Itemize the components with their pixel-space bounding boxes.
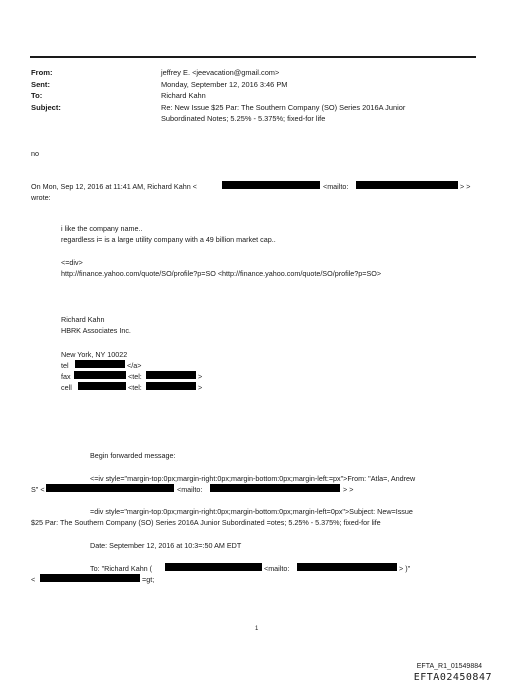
forwarded-begin: Begin forwarded message: [90,451,176,460]
to-value: Richard Kahn [161,91,206,100]
quoted-line-regardless: regardless i= is a large utility company with a 49 billion market cap.. [61,235,276,244]
redaction-bar [75,360,125,368]
quote-intro: On Mon, Sep 12, 2016 at 11:41 AM, Richard Kahn < [31,182,197,191]
redaction-bar [297,563,397,571]
bates-number-small: EFTA_R1_01549884 [416,663,482,670]
reply-text: no [31,149,39,158]
redaction-bar [40,574,140,582]
signature-company: HBRK Associates Inc. [61,326,131,335]
redaction-bar [78,382,126,390]
quote-mailto: <mailto: [323,182,349,191]
subject-line-1: Re: New Issue $25 Par: The Southern Company (SO) Series 2016A Junior [161,103,406,112]
redaction-bar [146,371,196,379]
quoted-line-company: i like the company name.. [61,224,143,233]
redaction-bar [146,382,196,390]
forwarded-div2-line1: =div style="margin-top:0px;margin-right:0px;margin-bottom:0px;margin-left=0px">Subject: New=Issue [90,507,413,516]
redaction-bar [165,563,262,571]
subject-line-2: Subordinated Notes; 5.25% - 5.375%; fixed-for life [161,114,326,123]
forwarded-to-prefix: To: "Richard Kahn ( [90,564,153,573]
signature-cell-label: cell [61,383,72,392]
forwarded-to-close: > )" [399,564,411,573]
forwarded-div1-prefix: S" < [31,485,45,494]
forwarded-date: Date: September 12, 2016 at 10:3=:50 AM EDT [90,541,242,550]
subject-label: Subject: [31,103,61,112]
sent-value: Monday, September 12, 2016 3:46 PM [161,80,288,89]
page-number: 1 [255,626,259,632]
header-divider [30,56,476,58]
redaction-bar [46,484,174,492]
signature-fax-close: > [198,372,203,381]
forwarded-div1-line1: <=iv style="margin-top:0px;margin-right:0px;margin-bottom:0px;margin-left:=px">From: "Atla=, Andrew [90,474,416,483]
redaction-bar [356,181,458,189]
signature-fax-tel: <tel: [128,372,142,381]
redaction-bar [210,484,340,492]
from-value: jeffrey E. <jeevacation@gmail.com> [161,68,280,77]
signature-tel-tail: </a> [127,361,142,370]
signature-cell-tel: <tel: [128,383,142,392]
signature-cell-close: > [198,383,203,392]
quote-wrote: wrote: [31,193,51,202]
signature-city: New York, NY 10022 [61,350,128,359]
forwarded-div2-line2: $25 Par: The Southern Company (SO) Series 2016A Junior Subordinated =otes; 5.25% - 5.375%; fixed-for life [31,518,381,527]
forwarded-to-line2-tail: =gt; [142,575,155,584]
quote-close: > > [460,182,471,191]
redaction-bar [74,371,126,379]
signature-fax-label: fax [61,372,71,381]
signature-name: Richard Kahn [61,315,105,324]
redaction-bar [222,181,320,189]
from-label: From: [31,68,53,77]
forwarded-to-line2-prefix: < [31,575,36,584]
signature-tel-label: tel [61,361,69,370]
sent-label: Sent: [31,80,50,89]
forwarded-div1-close: > > [343,485,354,494]
forwarded-to-mailto: <mailto: [264,564,290,573]
quoted-line-div: <=div> [61,258,83,267]
bates-number-large: EFTA02450847 [413,672,492,683]
quoted-line-url: http://finance.yahoo.com/quote/SO/profile?p=SO <http://finance.yahoo.com/quote/SO/profile?p=SO> [61,269,382,278]
forwarded-div1-mailto: <mailto: [177,485,203,494]
to-label: To: [31,91,43,100]
